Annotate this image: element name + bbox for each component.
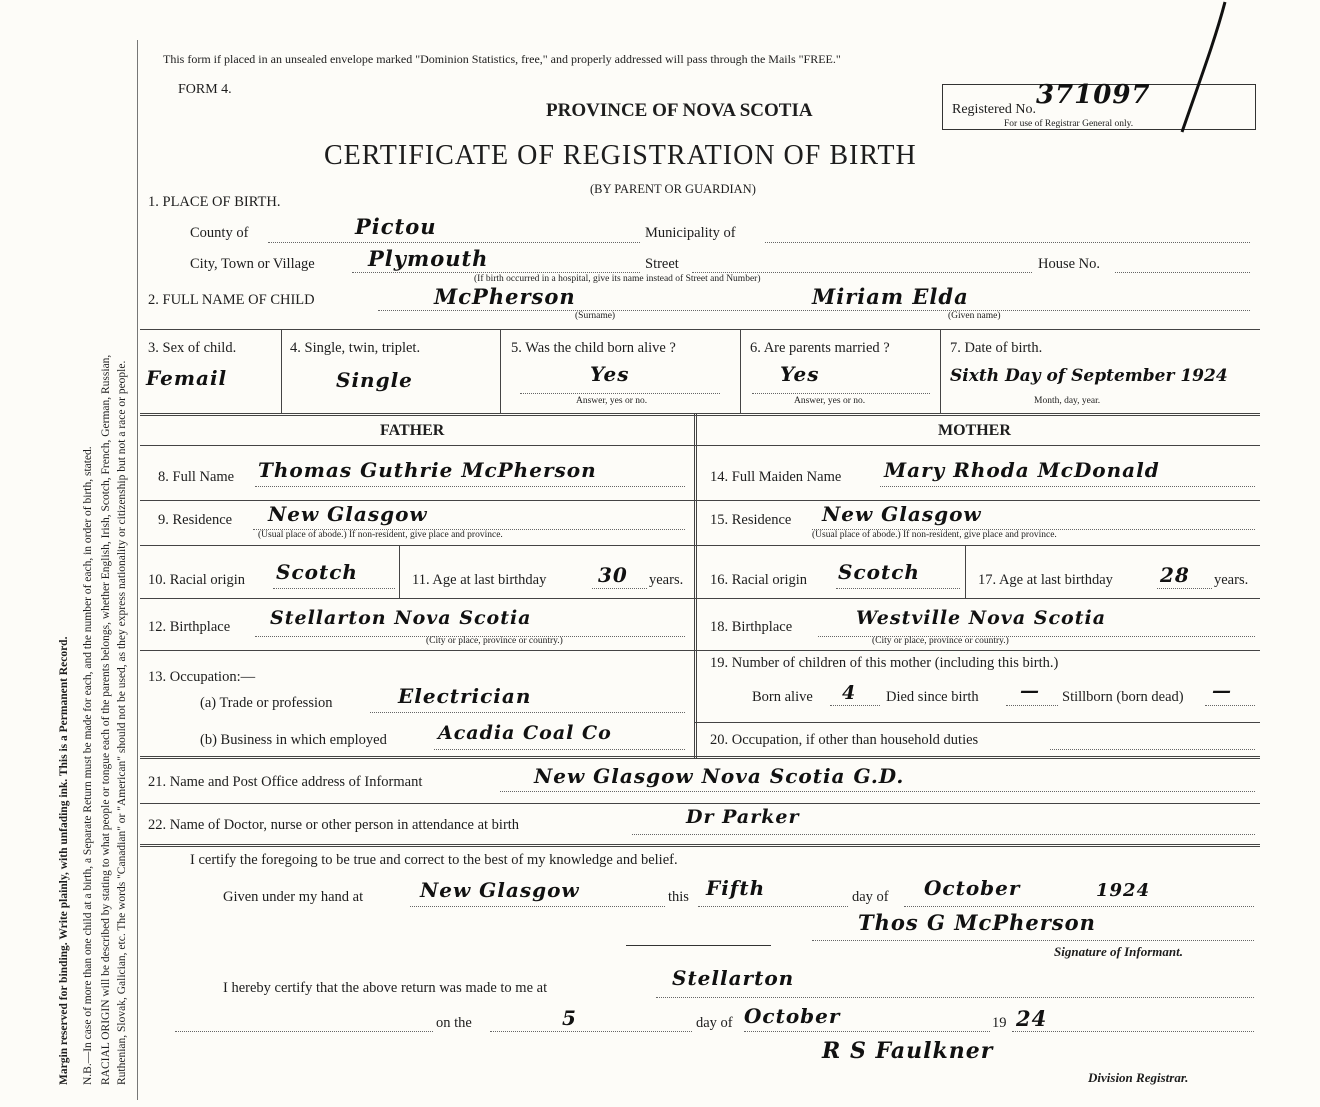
hospital-note: (If birth occurred in a hospital, give its name instead of Street and Number) xyxy=(474,274,761,284)
died-since-birth-value: — xyxy=(1020,680,1040,702)
given-name-caption: (Given name) xyxy=(948,311,1001,321)
mail-notice: This form if placed in an unsealed envelope marked "Dominion Statistics, free," and properly addressed will pass through the Mails "FREE." xyxy=(163,52,841,66)
mother-racial-origin-label: 16. Racial origin xyxy=(710,572,808,588)
mother-birthplace-label: 18. Birthplace xyxy=(710,619,793,635)
mother-age-label: 17. Age at last birthday xyxy=(978,572,1113,588)
margin-note-3: RACIAL ORIGIN will be described by stating to what people or tongue each of the parents belongs, whether English, Irish, Scotch, French, German, Russian, xyxy=(100,354,112,1085)
informant-value: New Glasgow Nova Scotia G.D. xyxy=(534,764,905,788)
mother-name-label: 14. Full Maiden Name xyxy=(710,469,842,485)
county-value: Pictou xyxy=(355,214,437,239)
place-of-birth-label: 1. PLACE OF BIRTH. xyxy=(148,194,281,210)
doctor-label: 22. Name of Doctor, nurse or other person in attendance at birth xyxy=(148,817,520,833)
multiple-birth-label: 4. Single, twin, triplet. xyxy=(290,340,421,356)
registrar-year-prefix: 19 xyxy=(992,1015,1007,1031)
child-name-line xyxy=(378,310,1250,311)
this-label: this xyxy=(668,889,689,905)
father-residence-value: New Glasgow xyxy=(268,502,428,526)
day-of-label: day of xyxy=(852,889,889,905)
certify-day-value: Fifth xyxy=(706,876,766,900)
given-under-hand-label: Given under my hand at xyxy=(223,889,364,905)
house-number-label: House No. xyxy=(1038,256,1101,272)
father-birthplace-value: Stellarton Nova Scotia xyxy=(270,607,532,629)
province-heading: PROVINCE OF NOVA SCOTIA xyxy=(546,100,813,121)
city-line xyxy=(352,272,640,273)
city-value: Plymouth xyxy=(368,246,489,271)
mother-residence-caption: (Usual place of abode.) If non-resident, give place and province. xyxy=(812,530,1057,540)
registered-label: Registered No. xyxy=(952,102,1036,117)
multiple-birth-value: Single xyxy=(336,368,413,392)
form-number: FORM 4. xyxy=(178,82,232,97)
father-business-value: Acadia Coal Co xyxy=(438,722,612,744)
mother-age-value: 28 xyxy=(1160,563,1190,587)
registrar-day-value: 5 xyxy=(562,1006,577,1030)
stillborn-label: Stillborn (born dead) xyxy=(1062,689,1184,705)
street-label: Street xyxy=(645,256,679,272)
on-the-label: on the xyxy=(436,1015,472,1031)
sex-label: 3. Sex of child. xyxy=(148,340,237,356)
surname-caption: (Surname) xyxy=(575,311,616,321)
certify-statement: I certify the foregoing to be true and correct to the best of my knowledge and belief. xyxy=(190,852,678,868)
registrar-place-value: Stellarton xyxy=(672,966,795,990)
dob-value: Sixth Day of September 1924 xyxy=(950,366,1228,386)
died-since-birth-label: Died since birth xyxy=(886,689,979,705)
house-number-line xyxy=(1115,272,1250,273)
father-age-value: 30 xyxy=(598,563,628,587)
registrar-signature: R S Faulkner xyxy=(822,1038,994,1064)
mother-residence-value: New Glasgow xyxy=(822,502,982,526)
municipality-label: Municipality of xyxy=(645,225,736,241)
registrar-day-of-label: day of xyxy=(696,1015,733,1031)
registrar-caption: Division Registrar. xyxy=(1088,1070,1189,1085)
mother-heading: MOTHER xyxy=(938,422,1011,439)
born-alive-question-label: 5. Was the child born alive ? xyxy=(511,340,676,356)
county-line xyxy=(268,242,640,243)
stillborn-value: — xyxy=(1212,680,1232,702)
registrar-statement: I hereby certify that the above return was made to me at xyxy=(223,980,548,996)
mother-name-value: Mary Rhoda McDonald xyxy=(884,458,1160,482)
father-business-label: (b) Business in which employed xyxy=(200,732,387,748)
father-age-years: years. xyxy=(649,572,684,588)
born-alive-count-value: 4 xyxy=(842,682,857,704)
informant-label: 21. Name and Post Office address of Informant xyxy=(148,774,423,790)
registrar-month-value: October xyxy=(744,1004,841,1028)
city-label: City, Town or Village xyxy=(190,256,315,272)
children-count-label: 19. Number of children of this mother (including this birth.) xyxy=(710,655,1059,671)
informant-signature-caption: Signature of Informant. xyxy=(1054,944,1183,959)
father-age-label: 11. Age at last birthday xyxy=(412,572,547,588)
informant-signature: Thos G McPherson xyxy=(858,910,1096,935)
row3-top-rule xyxy=(140,329,1260,330)
born-alive-caption: Answer, yes or no. xyxy=(576,396,648,406)
mother-birthplace-caption: (City or place, province or country.) xyxy=(872,636,1009,646)
father-name-label: 8. Full Name xyxy=(158,469,235,485)
sex-value: Femail xyxy=(146,366,228,390)
father-residence-caption: (Usual place of abode.) If non-resident, give place and province. xyxy=(258,530,503,540)
parents-center-rule xyxy=(694,413,697,758)
registrar-note: For use of Registrar General only. xyxy=(1004,119,1134,129)
dob-caption: Month, day, year. xyxy=(1034,396,1101,406)
child-surname: McPherson xyxy=(434,284,576,309)
street-line xyxy=(692,272,1032,273)
born-alive-answer: Yes xyxy=(590,362,630,386)
given-place-value: New Glasgow xyxy=(420,878,580,902)
registrar-year-value: 24 xyxy=(1016,1006,1048,1031)
father-residence-label: 9. Residence xyxy=(158,512,233,528)
dob-label: 7. Date of birth. xyxy=(950,340,1043,356)
father-heading: FATHER xyxy=(380,422,445,439)
mother-residence-label: 15. Residence xyxy=(710,512,792,528)
parents-bottom-rule xyxy=(140,756,1260,759)
child-given-name: Miriam Elda xyxy=(812,284,969,309)
doctor-value: Dr Parker xyxy=(686,806,800,828)
short-rule xyxy=(626,945,771,946)
mother-racial-origin-value: Scotch xyxy=(838,560,920,584)
margin-note-2: N.B.—In case of more than one child at a birth, a Separate Return must be made for each, and the number of each, in order of birth, stated. xyxy=(82,446,94,1085)
parents-top-rule xyxy=(140,413,1260,416)
certify-year-value: 1924 xyxy=(1096,880,1151,901)
mother-birthplace-value: Westville Nova Scotia xyxy=(856,607,1107,629)
mother-occupation-label: 20. Occupation, if other than household duties xyxy=(710,732,979,748)
county-label: County of xyxy=(190,225,249,241)
registered-number: 371097 xyxy=(1036,80,1151,110)
parents-married-answer: Yes xyxy=(780,362,820,386)
margin-note-4: Ruthenian, Slovak, Galician, etc. The words "Canadian" or "American" should not be used, as they express nationality or citizenship but not a race or people. xyxy=(116,360,128,1085)
father-trade-label: (a) Trade or profession xyxy=(200,695,333,711)
father-birthplace-caption: (City or place, province or country.) xyxy=(426,636,563,646)
child-name-label: 2. FULL NAME OF CHILD xyxy=(148,292,315,308)
father-birthplace-label: 12. Birthplace xyxy=(148,619,231,635)
father-racial-origin-value: Scotch xyxy=(276,560,358,584)
born-alive-count-label: Born alive xyxy=(752,689,813,705)
father-racial-origin-label: 10. Racial origin xyxy=(148,572,246,588)
pen-stroke-mark xyxy=(1170,0,1230,140)
margin-note-1: Margin reserved for binding. Write plainly, with unfading ink. This is a Permanent Record. xyxy=(58,636,70,1085)
father-name-value: Thomas Guthrie McPherson xyxy=(258,458,597,482)
municipality-line xyxy=(765,242,1250,243)
certify-month-value: October xyxy=(924,876,1021,900)
father-occupation-label: 13. Occupation:— xyxy=(148,669,256,685)
parents-married-label: 6. Are parents married ? xyxy=(750,340,890,356)
margin-rule xyxy=(137,40,138,1100)
father-trade-value: Electrician xyxy=(398,684,532,708)
mother-age-years: years. xyxy=(1214,572,1249,588)
certificate-title: CERTIFICATE OF REGISTRATION OF BIRTH xyxy=(324,140,917,171)
parents-married-caption: Answer, yes or no. xyxy=(794,396,866,406)
certificate-subtitle: (BY PARENT OR GUARDIAN) xyxy=(590,182,756,196)
